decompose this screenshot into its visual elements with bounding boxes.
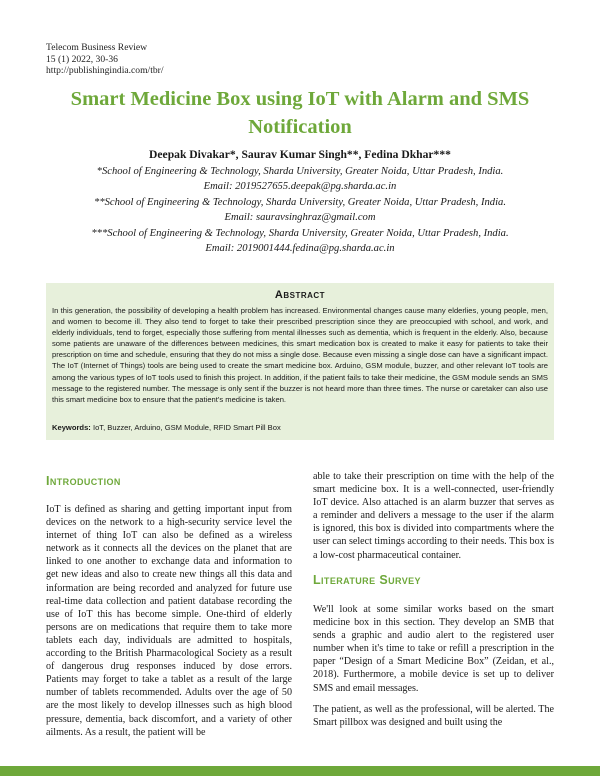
abstract-heading: Abstract <box>274 289 326 301</box>
affiliation-text: ***School of Engineering & Technology, Sharda University, Greater Noida, Uttar Pradesh, India. <box>91 228 509 239</box>
affiliation-text: *School of Engineering & Technology, Sharda University, Greater Noida, Uttar Pradesh, India. <box>96 166 504 177</box>
abstract-box <box>46 283 554 440</box>
keywords-label: Keywords: <box>52 423 91 432</box>
journal-url[interactable]: http://publishingindia.com/tbr/ <box>46 65 164 77</box>
keywords <box>52 423 548 432</box>
introduction-continuation: able to take their prescription on time with the help of the smart medicine box. It is a well-connected, user-friendly IoT device. Also attached is an alarm buzzer that serves as a reminder and delivers a message to the user if the alarm is ignored, this box is divided into compartments where the user can select timings according to their needs. This box is a low-cost pharmaceutical container. <box>313 471 554 561</box>
paper-title <box>40 85 560 141</box>
affiliation-text: **School of Engineering & Technology, Sharda University, Greater Noida, Uttar Pradesh, India. <box>94 197 506 208</box>
journal-issue: 15 (1) 2022, 30-36 <box>46 53 118 65</box>
introduction-heading: Introduction <box>46 474 121 488</box>
affiliation-email[interactable]: Email: 2019001444.fedina@pg.sharda.ac.in <box>205 242 395 254</box>
literature-paragraph-1: We'll look at some similar works based on the smart medicine box in this section. They develop an SMB that sends a graphic and audio alert to the registered user number when it's time to take or refill a prescription in the paper “Design of a Smart Medicine Box” (Zeidan, et al., 2018). Furthermore, a mobile device is set up to deliver SMS and email messages. <box>313 604 554 694</box>
affiliation-email[interactable]: Email: 2019527655.deepak@pg.sharda.ac.in <box>203 180 397 192</box>
title-line-2: Notification <box>248 116 352 138</box>
journal-header <box>46 42 164 77</box>
title-line-1: Smart Medicine Box using IoT with Alarm and SMS <box>70 88 530 110</box>
authors: Deepak Divakar*, Saurav Kumar Singh**, Fedina Dkhar*** <box>149 148 451 161</box>
introduction-paragraph: IoT is defined as sharing and getting important input from devices on the network to a high-security service level the internet of thing IoT can also be defined as a wireless network as it connects all the devices on the planet that are linked to one another to exchange data and information to get new ideas and also to create new things all this data and information are being recorded and analyzed for future use real-time data collection and patient database recording the use of IoT this has become simple. One-third of elderly persons are on medications that require them to take more tablets each day, individuals are admitted to hospitals, according to the British Pharmacological Society as a result of dangerous drug responses induced by dose errors. Patients may forget to take a tablet as a result of the large number of tablets recommended. Adults over the age of 50 are the most likely to develop illnesses such as high blood pressure, dementia, back discomfort, and a variety of other ailments. As a result, the patient will be <box>46 504 292 738</box>
literature-column <box>313 603 554 737</box>
journal-name: Telecom Business Review <box>46 42 148 53</box>
introduction-column <box>46 503 292 747</box>
affiliation-3 <box>40 227 560 256</box>
affiliation-email[interactable]: Email: sauravsinghraz@gmail.com <box>224 211 376 223</box>
right-column-top <box>313 470 554 570</box>
keywords-list: IoT, Buzzer, Arduino, GSM Module, RFID Smart Pill Box <box>92 423 281 432</box>
literature-survey-heading: Literature Survey <box>313 573 421 587</box>
literature-paragraph-2: The patient, as well as the professional, will be alerted. The Smart pillbox was designed and built using the <box>313 703 554 728</box>
affiliation-2 <box>40 196 560 225</box>
abstract-text: In this generation, the possibility of developing a health problem has increased. Environmental changes cause many elderlies, young people, men, and women to become ill. They also tend to forget to take their prescribed prescription since they are preoccupied with school, and work, and elderly individuals, tend to forget, especially those suffering from mental illnesses such as dementia, which is frequent in the elderly. Also, because some patients are unaware of the differences between medicines, this smart medication box is created to make it easy for patients to take their prescription on time and schedule, ensuring that they do not miss a single dose. Because even missing a single dose can have a significant impact. The IoT (Internet of Things) tools are being used to create the smart medicine box. Arduino, GSM module, buzzer, and other relevant IoT tools are among the various types of IoT tools used to finish this project. In addition, if the patient fails to take their medicine, the GSM module sends an SMS message to the registered number. The message is only sent if the buzzer is not heard more than three times. The nurse or caretaker can also use this smart medicine box to ensure that the patient's medicine is taken. <box>52 306 548 404</box>
footer-bar <box>0 766 600 776</box>
affiliation-1 <box>40 165 560 194</box>
